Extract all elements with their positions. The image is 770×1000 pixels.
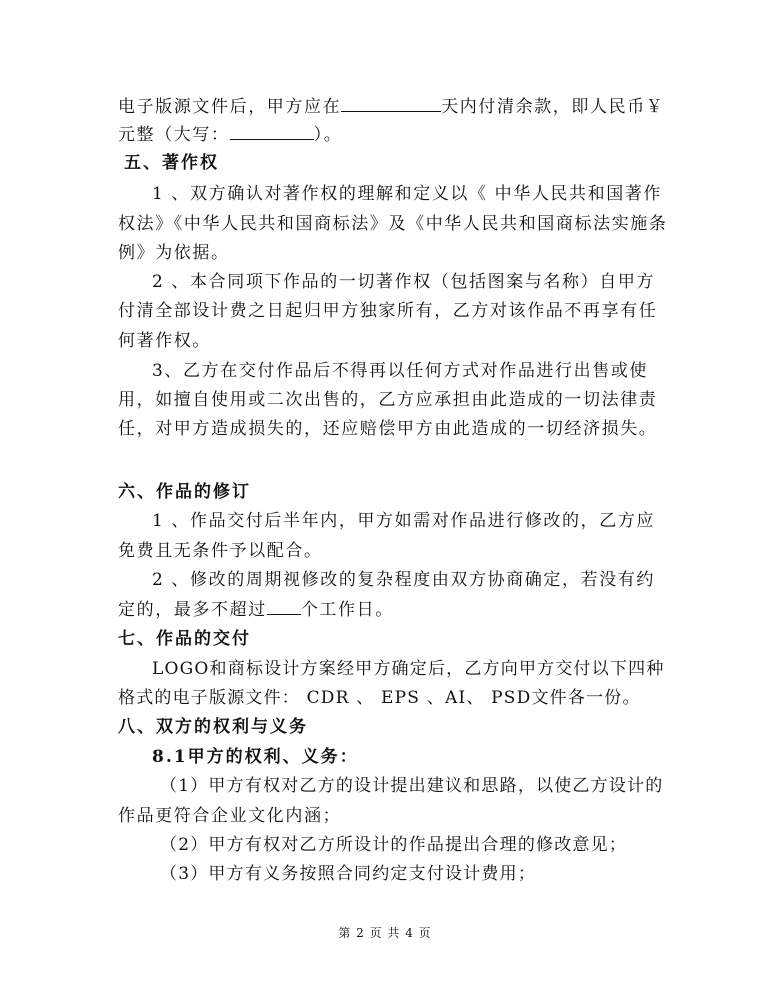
text-span: 定的，最多不超过 (118, 600, 267, 620)
paragraph-line: （2）甲方有权对乙方所设计的作品提出合理的修改意见； (160, 835, 628, 855)
paragraph-line: 1 、作品交付后半年内，甲方如需对作品进行修改的，乙方应 (152, 511, 656, 531)
fill-blank (267, 598, 301, 615)
paragraph-line: 任，对甲方造成损失的，还应赔偿甲方由此造成的一切经济损失。 (118, 419, 658, 439)
section-heading: 七、作品的交付 (118, 629, 251, 649)
paragraph-line: 付清全部设计费之日起归甲方独家所有，乙方对该作品不再享有任 (118, 301, 658, 321)
paragraph-line (118, 95, 665, 118)
paragraph-line (118, 598, 658, 621)
text-span: 个工作日。 (300, 600, 394, 620)
paragraph-line: 用，如擅自使用或二次出售的，乙方应承担由此造成的一切法律责 (118, 390, 658, 410)
paragraph-line: 作品更符合企业文化内涵； (118, 806, 342, 826)
paragraph-line: （1）甲方有权对乙方的设计提出建议和思路，以使乙方设计的 (160, 776, 664, 796)
paragraph-line: 格式的电子版源文件： CDR 、 EPS 、AI、 PSD文件各一份。 (118, 688, 641, 708)
paragraph-line: 免费且无条件予以配合。 (118, 541, 323, 561)
paragraph-line: 2 、本合同项下作品的一切著作权（包括图案与名称）自甲方 (152, 272, 656, 292)
paragraph-line: 2 、修改的周期视修改的复杂程度由双方协商确定，若没有约 (152, 570, 656, 590)
section-heading: 八、双方的权利与义务 (118, 717, 308, 737)
fill-blank (341, 95, 441, 112)
page-footer: 第 2 页 共 4 页 (338, 926, 432, 940)
paragraph-line: LOGO和商标设计方案经甲方确定后，乙方向甲方交付以下四种 (152, 659, 665, 679)
paragraph-line: （3）甲方有义务按照合同约定支付设计费用； (160, 864, 537, 884)
section-heading: 五、著作权 (124, 153, 219, 173)
paragraph-line (118, 123, 658, 146)
paragraph-line: 例》为依据。 (118, 243, 230, 263)
text-span: 元整（大写： (118, 125, 230, 145)
text-span: ）。 (313, 125, 343, 145)
paragraph-line: 1 、双方确认对著作权的理解和定义以《 中华人民共和国著作 (152, 184, 663, 204)
subsection-heading: 8.1甲方的权利、义务： (152, 747, 359, 767)
paragraph-line: 权法》《中华人民共和国商标法》及《中华人民共和国商标法实施条 (118, 214, 668, 234)
fill-blank (230, 123, 314, 140)
paragraph-line: 何著作权。 (118, 331, 211, 351)
section-heading: 六、作品的修订 (118, 482, 251, 502)
text-span: 电子版源文件后，甲方应在 (118, 97, 342, 117)
text-span: 天内付清余款，即人民币￥ (441, 97, 665, 117)
paragraph-line: 3、乙方在交付作品后不得再以任何方式对作品进行出售或使 (152, 361, 649, 381)
